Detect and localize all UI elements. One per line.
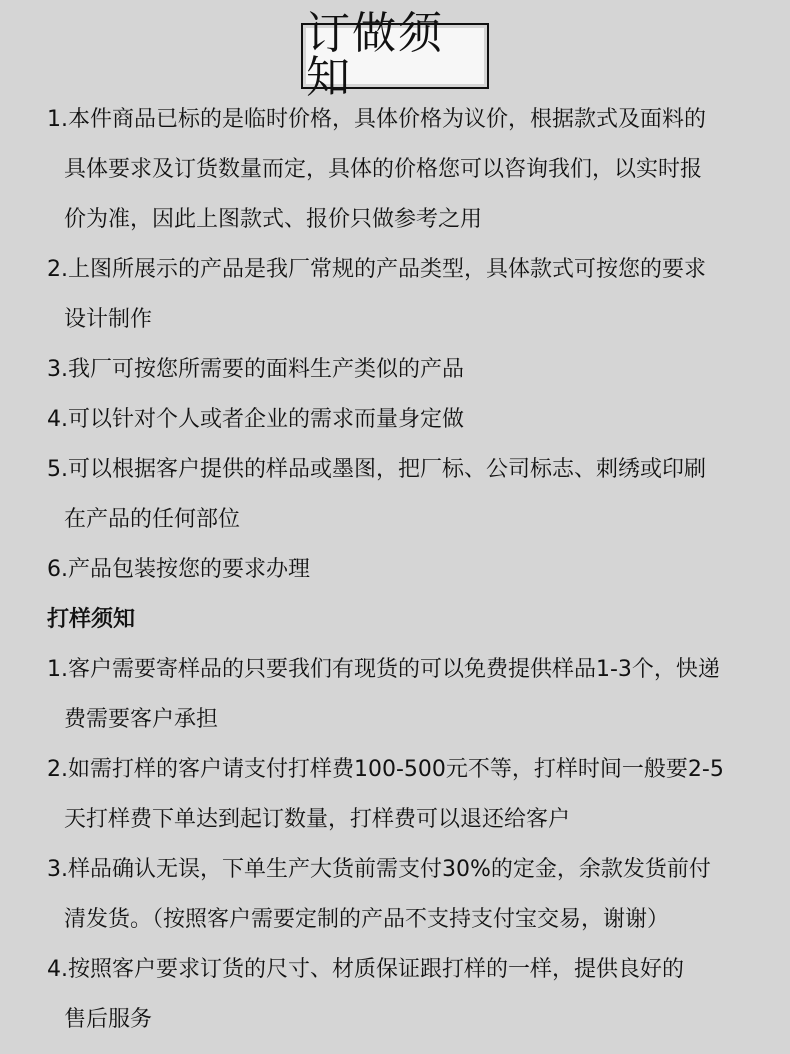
custom-note-2-line-1: 2.上图所展示的产品是我厂常规的产品类型，具体款式可按您的要求 xyxy=(47,257,706,282)
sample-note-3-line-1: 3.样品确认无误，下单生产大货前需支付30%的定金，余款发货前付 xyxy=(47,857,711,882)
custom-note-1-line-2: 具体要求及订货数量而定，具体的价格您可以咨询我们，以实时报 xyxy=(64,157,703,182)
sample-note-4-line-1: 4.按照客户要求订货的尺寸、材质保证跟打样的一样，提供良好的 xyxy=(47,957,684,982)
custom-note-5-line-1: 5.可以根据客户提供的样品或墨图，把厂标、公司标志、刺绣或印刷 xyxy=(47,457,706,482)
custom-note-5-line-2: 在产品的任何部位 xyxy=(64,507,241,532)
custom-note-4: 4.可以针对个人或者企业的需求而量身定做 xyxy=(47,407,464,432)
sample-note-3-line-2: 清发货。（按照客户需要定制的产品不支持支付宝交易，谢谢） xyxy=(64,907,670,932)
custom-note-3: 3.我厂可按您所需要的面料生产类似的产品 xyxy=(47,357,464,382)
custom-note-6: 6.产品包装按您的要求办理 xyxy=(47,557,310,582)
sample-note-2-line-1: 2.如需打样的客户请支付打样费100-500元不等，打样时间一般要2-5 xyxy=(47,757,724,782)
custom-note-2-line-2: 设计制作 xyxy=(64,307,153,332)
sample-note-1-line-1: 1.客户需要寄样品的只要我们有现货的可以免费提供样品1-3个，快递 xyxy=(47,657,720,682)
sample-note-1-line-2: 费需要客户承担 xyxy=(64,707,219,732)
page-title: 订做须知 xyxy=(306,28,484,84)
sample-note-4-line-2: 售后服务 xyxy=(64,1007,153,1032)
title-frame xyxy=(301,8,489,103)
sample-heading: 打样须知 xyxy=(47,607,136,632)
custom-note-1-line-1: 1.本件商品已标的是临时价格，具体价格为议价，根据款式及面料的 xyxy=(47,107,706,132)
custom-note-1-line-3: 价为准，因此上图款式、报价只做参考之用 xyxy=(64,207,483,232)
sample-note-2-line-2: 天打样费下单达到起订数量，打样费可以退还给客户 xyxy=(64,807,571,832)
